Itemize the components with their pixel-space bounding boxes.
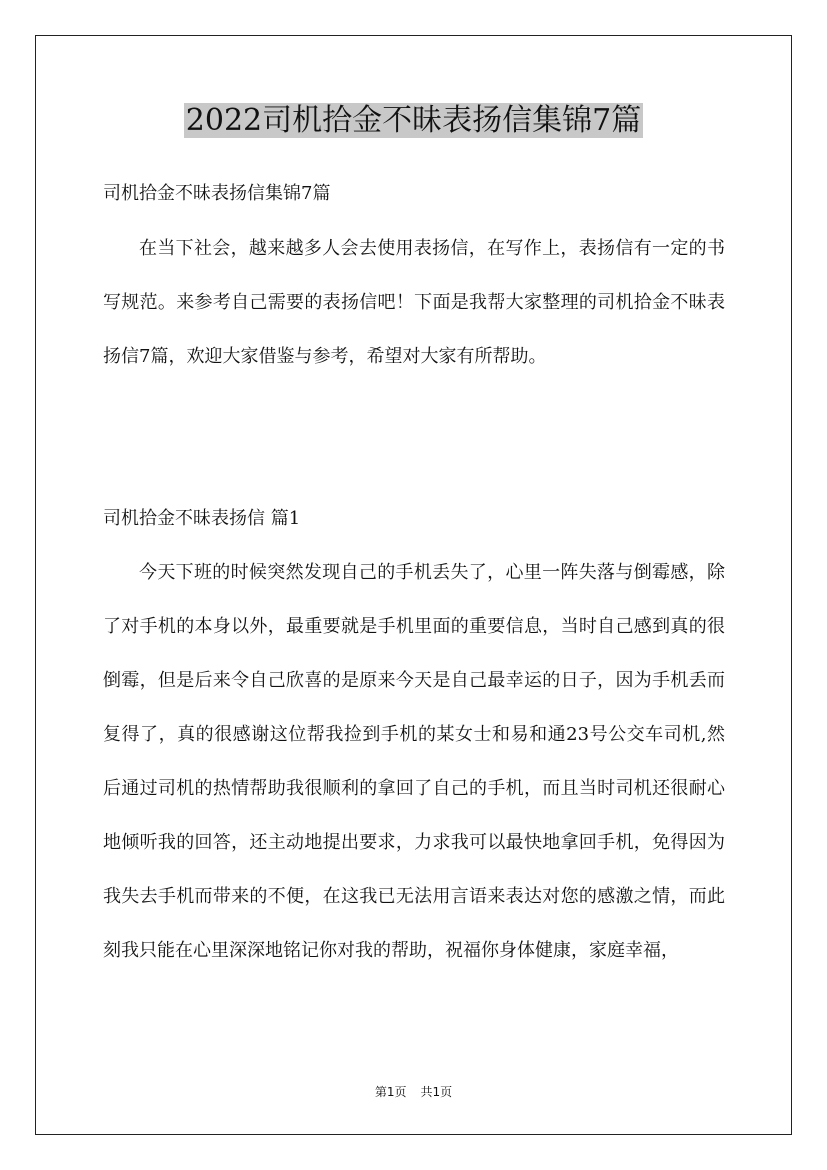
page-total: 共1页 bbox=[420, 1085, 453, 1099]
intro-paragraph: 在当下社会，越来越多人会去使用表扬信，在写作上，表扬信有一定的书写规范。来参考自己需要的表扬信吧！下面是我帮大家整理的司机拾金不昧表扬信7篇，欢迎大家借鉴与参考，希望对大家有所帮助。 bbox=[103, 238, 725, 367]
document-title-text: 2022司机拾金不昧表扬信集锦7篇 bbox=[185, 103, 642, 138]
document-subtitle: 司机拾金不昧表扬信集锦7篇 bbox=[103, 183, 331, 204]
section-body-paragraph: 今天下班的时候突然发现自己的手机丢失了，心里一阵失落与倒霉感，除了对手机的本身以外，最重要就是手机里面的重要信息，当时自己感到真的很倒霉，但是后来令自己欣喜的是原来今天是自己最幸运的日子，因为手机丢而复得了，真的很感谢这位帮我捡到手机的某女士和易和通23号公交车司机,然后通过司机的热情帮助我很顺利的拿回了自己的手机，而且当时司机还很耐心地倾听我的回答，还主动地提出要求，力求我可以最快地拿回手机，免得因为我失去手机而带来的不便，在这我已无法用言语来表达对您的感激之情，而此刻我只能在心里深深地铭记你对我的帮助，祝福你身体健康，家庭幸福， bbox=[103, 562, 725, 961]
page-number: 第1页 bbox=[374, 1085, 407, 1099]
page-footer bbox=[0, 1083, 827, 1101]
section-heading: 司机拾金不昧表扬信 篇1 bbox=[103, 508, 301, 529]
document-title bbox=[0, 98, 827, 144]
